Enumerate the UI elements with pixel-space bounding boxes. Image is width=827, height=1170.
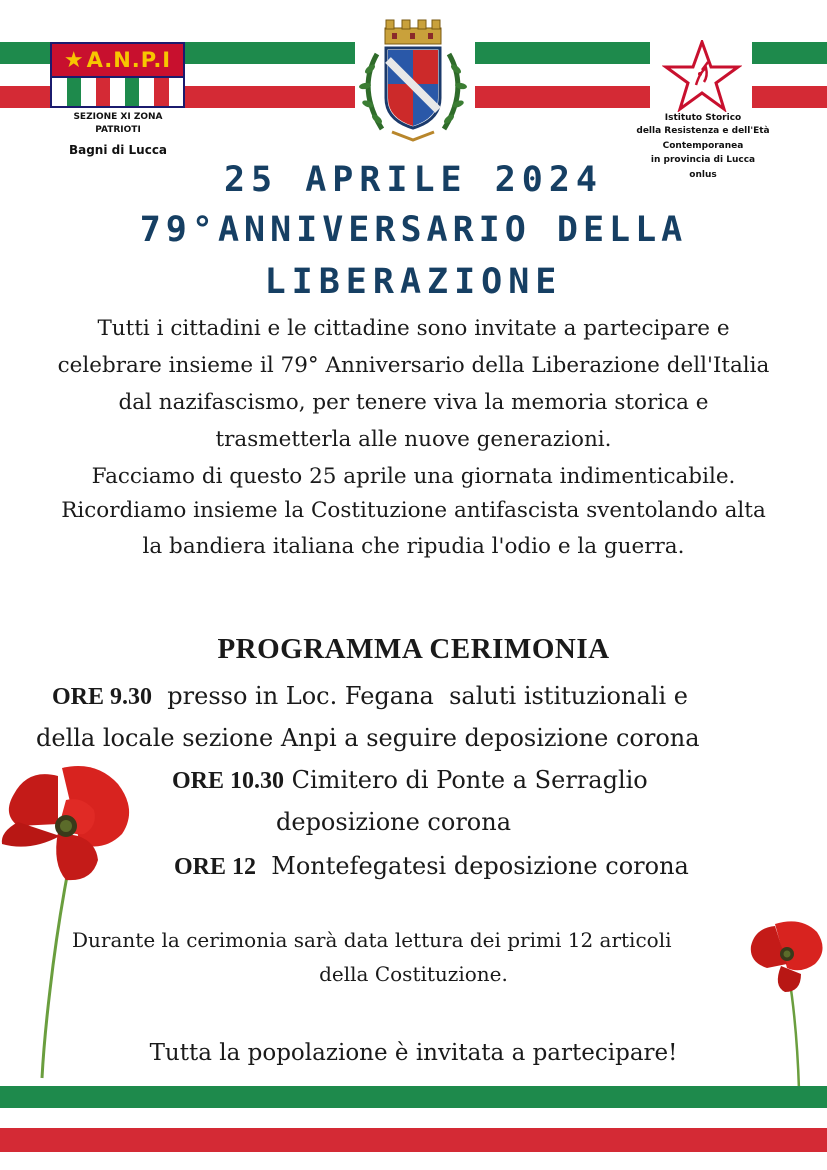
intro-line: Ricordiamo insieme la Costituzione antifascista sventolando alta bbox=[61, 498, 766, 523]
anpi-logo bbox=[50, 42, 185, 108]
program-item-2 bbox=[172, 766, 648, 795]
anpi-logo-text: A.N.P.I bbox=[86, 48, 172, 72]
closing-invitation: Tutta la popolazione è invitata a partecipare! bbox=[149, 1040, 678, 1066]
program-item-1-time: ORE 9.30 bbox=[52, 684, 153, 710]
program-item-1-continuation: della locale sezione Anpi a seguire deposizione corona bbox=[36, 724, 700, 752]
intro-line: la bandiera italiana che ripudia l'odio e la guerra. bbox=[142, 534, 685, 559]
program-item-2-continuation: deposizione corona bbox=[276, 808, 512, 836]
istituto-line3: Contemporanea bbox=[662, 141, 744, 151]
top-flag-band-middle bbox=[475, 42, 650, 108]
intro-line: Tutti i cittadini e le cittadine sono invitate a partecipare e bbox=[97, 316, 730, 341]
heading-anniversary: 79°ANNIVERSARIO DELLA bbox=[139, 210, 688, 250]
intro-line: dal nazifascismo, per tenere viva la memoria storica e bbox=[118, 390, 709, 415]
program-item-3-text: Montefegatesi deposizione corona bbox=[256, 852, 689, 880]
intro-line: celebrare insieme il 79° Anniversario della Liberazione dell'Italia bbox=[57, 353, 770, 378]
program-item-3 bbox=[174, 852, 689, 881]
municipal-coat-of-arms-icon bbox=[352, 14, 474, 148]
top-flag-band-right bbox=[752, 42, 827, 108]
program-item-1 bbox=[52, 682, 688, 711]
istituto-line4: in provincia di Lucca bbox=[650, 155, 756, 165]
anpi-section-line2: PATRIOTI bbox=[95, 125, 141, 135]
anpi-section-location: Bagni di Lucca bbox=[68, 143, 168, 157]
star-icon: ★ bbox=[63, 47, 85, 73]
program-item-1-text: presso in Loc. Fegana saluti istituzionali e bbox=[152, 682, 688, 710]
istituto-line2: della Resistenza e dell'Età bbox=[636, 126, 770, 136]
reading-note-line1: Durante la cerimonia sarà data lettura dei primi 12 articoli bbox=[72, 928, 672, 952]
intro-line: trasmetterla alle nuove generazioni. bbox=[215, 427, 612, 452]
reading-note-line2: della Costituzione. bbox=[319, 962, 508, 986]
poppy-flower-icon bbox=[0, 760, 140, 1080]
poppy-flower-icon bbox=[745, 916, 827, 1091]
heading-liberazione: LIBERAZIONE bbox=[264, 262, 563, 302]
istituto-line1: Istituto Storico bbox=[664, 113, 742, 123]
program-item-2-text: Cimitero di Ponte a Serraglio bbox=[284, 766, 648, 794]
intro-line: Facciamo di questo 25 aprile una giornata indimenticabile. bbox=[91, 464, 736, 489]
red-star-icon bbox=[662, 40, 742, 112]
program-item-3-time: ORE 12 bbox=[174, 854, 257, 880]
anpi-section-line1: SEZIONE XI ZONA bbox=[73, 112, 163, 122]
program-title: PROGRAMMA CERIMONIA bbox=[217, 633, 610, 665]
heading-date: 25 APRILE 2024 bbox=[223, 160, 603, 200]
istituto-line5: onlus bbox=[689, 170, 717, 180]
bottom-flag-band bbox=[0, 1086, 827, 1170]
program-item-2-time: ORE 10.30 bbox=[172, 768, 285, 794]
